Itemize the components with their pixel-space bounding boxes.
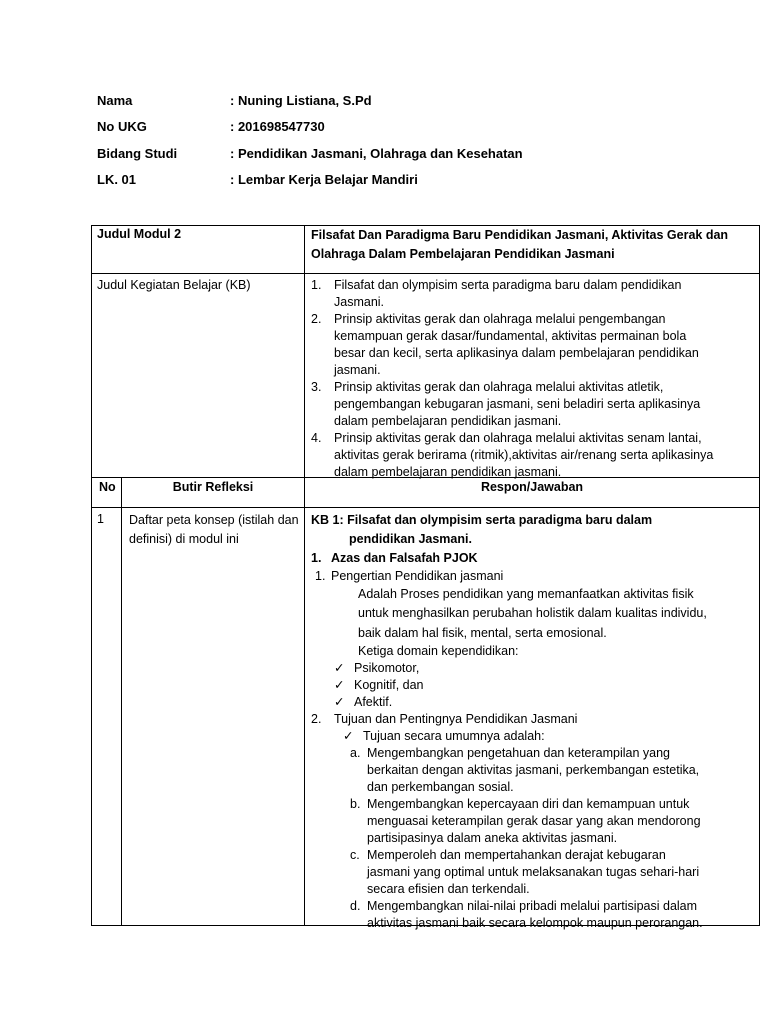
table-divider-main (304, 225, 305, 926)
tujuan-item-line: Mengembangkan pengetahuan dan keterampilan yang (367, 746, 671, 760)
domain-item (334, 694, 751, 711)
kb-item-text: Prinsip aktivitas gerak dan olahraga melalui aktivitas atletik, pengembangan kebugaran jasmani, seni beladiri serta aplikasinya dalam pembelajaran pendidikan jasmani. (334, 380, 701, 428)
tujuan-item-line: jasmani yang optimal untuk melaksanakan tugas sehari-hari (367, 865, 700, 879)
col-header-respon: Respon/Jawaban (480, 480, 584, 494)
tujuan-item-letter: b. (350, 797, 361, 811)
tujuan-item-line: Mengembangkan nilai-nilai pribadi melalui partisipasi dalam (367, 899, 698, 913)
kb-item-text: Prinsip aktivitas gerak dan olahraga melalui aktivitas senam lantai, aktivitas gerak berirama (ritmik),aktivitas air/renang serta aplikasinya dalam pembelajaran pendidikan jasmani. (334, 431, 714, 479)
kb-item-number: 1. (311, 278, 322, 292)
identity-block (97, 87, 523, 193)
tujuan-item (350, 847, 751, 898)
info-row-ukg (97, 114, 523, 141)
domain-intro: Ketiga domain kependidikan: (358, 644, 519, 658)
kb-item-number: 3. (311, 380, 322, 394)
tujuan-intro-text: Tujuan secara umumnya adalah: (363, 729, 545, 743)
tujuan-item-line: partisipasinya dalam aneka aktivitas jasmani. (367, 831, 618, 845)
tujuan-item-line: Mengembangkan kepercayaan diri dan kemampuan untuk (367, 797, 690, 811)
domain-text: Afektif. (354, 695, 393, 709)
table-divider-no (121, 477, 122, 926)
tujuan-number: 2. (311, 712, 322, 726)
domain-list (311, 660, 751, 711)
check-icon: ✓ (334, 661, 345, 675)
row1-response (311, 511, 751, 932)
name-label: Nama (97, 92, 133, 108)
judul-kb-label: Judul Kegiatan Belajar (KB) (97, 278, 251, 292)
bidang-value: : Pendidikan Jasmani, Olahraga dan Kesehatan (230, 145, 523, 161)
tujuan-item-line: menguasai keterampilan gerak dasar yang akan mendorong (367, 814, 701, 828)
pengertian-title: Pengertian Pendidikan jasmani (331, 569, 504, 583)
kb-item-number: 4. (311, 431, 322, 445)
check-icon: ✓ (343, 729, 354, 743)
pengertian-text-1: Adalah Proses pendidikan yang memanfaatkan aktivitas fisik (358, 587, 694, 601)
azas-number: 1. (311, 551, 322, 565)
reflection-table (91, 225, 760, 930)
tujuan-item-letter: d. (350, 899, 361, 913)
kb-item-number: 2. (311, 312, 322, 326)
tujuan-intro (311, 728, 751, 745)
kb1-heading-line1: KB 1: Filsafat dan olympisim serta paradigma baru dalam (311, 513, 653, 527)
kb-item-text: Filsafat dan olympisim serta paradigma baru dalam pendidikan Jasmani. (334, 278, 682, 309)
row1-no: 1 (97, 512, 104, 526)
tujuan-item (350, 796, 751, 847)
table-border-right (759, 225, 760, 926)
tujuan-list (311, 745, 751, 932)
col-header-no: No (99, 480, 116, 494)
bidang-label: Bidang Studi (97, 145, 178, 161)
kb-list-item (311, 430, 717, 481)
col-header-butir: Butir Refleksi (172, 480, 254, 494)
tujuan-item-line: dan perkembangan sosial. (367, 780, 514, 794)
table-rule-1 (91, 273, 760, 274)
lk-label: LK. 01 (97, 172, 137, 188)
tujuan-item-line: aktivitas jasmani baik secara kelompok maupun perorangan. (367, 916, 703, 930)
kb-list-item (311, 379, 717, 430)
judul-modul-label: Judul Modul 2 (97, 227, 182, 241)
table-rule-3 (91, 507, 760, 508)
kb-item-text: Prinsip aktivitas gerak dan olahraga melalui pengembangan kemampuan gerak dasar/fundamental, aktivitas permainan bola besar dan kecil, serta aplikasinya dalam pembelajaran pendidikan jasmani. (334, 312, 699, 377)
tujuan-item-line: secara efisien dan terkendali. (367, 882, 530, 896)
pengertian-text-2: untuk menghasilkan perubahan holistik dalam kualitas individu, (358, 606, 707, 620)
tujuan-heading (311, 711, 751, 728)
info-row-lk (97, 167, 523, 194)
name-value: : Nuning Listiana, S.Pd (230, 92, 372, 108)
table-border-left (91, 225, 92, 926)
tujuan-item-letter: a. (350, 746, 361, 760)
azas-heading (311, 549, 751, 568)
domain-text: Kognitif, dan (354, 678, 424, 692)
lk-value: : Lembar Kerja Belajar Mandiri (230, 172, 418, 188)
tujuan-item (350, 745, 751, 796)
ukg-value: : 201698547730 (230, 119, 325, 135)
tujuan-item-line: Memperoleh dan mempertahankan derajat kebugaran (367, 848, 666, 862)
kb-list-item (311, 311, 717, 379)
domain-item (334, 660, 751, 677)
tujuan-item-line: berkaitan dengan aktivitas jasmani, perkembangan estetika, (367, 763, 700, 777)
kb-list (311, 277, 717, 481)
domain-text: Psikomotor, (354, 661, 420, 675)
tujuan-title: Tujuan dan Pentingnya Pendidikan Jasmani (334, 712, 578, 726)
kb1-heading-line2: pendidikan Jasmani. (349, 532, 472, 546)
pengertian-number: 1. (315, 569, 326, 583)
info-row-name (97, 87, 523, 114)
ukg-label: No UKG (97, 119, 147, 135)
check-icon: ✓ (334, 678, 345, 692)
pengertian-text-3: baik dalam hal fisik, mental, serta emosional. (358, 626, 607, 640)
row1-butir: Daftar peta konsep (istilah dan definisi) di modul ini (129, 513, 299, 546)
judul-modul-value: Filsafat Dan Paradigma Baru Pendidikan Jasmani, Aktivitas Gerak dan Olahraga Dalam Pembelajaran Pendidikan Jasmani (311, 228, 729, 261)
pengertian-heading (311, 568, 751, 585)
tujuan-item-letter: c. (350, 848, 360, 862)
info-row-bidang (97, 140, 523, 167)
azas-title: Azas dan Falsafah PJOK (331, 551, 478, 565)
domain-item (334, 677, 751, 694)
kb-list-cell (311, 277, 717, 481)
kb-list-item (311, 277, 717, 311)
check-icon: ✓ (334, 695, 345, 709)
tujuan-item (350, 898, 751, 932)
